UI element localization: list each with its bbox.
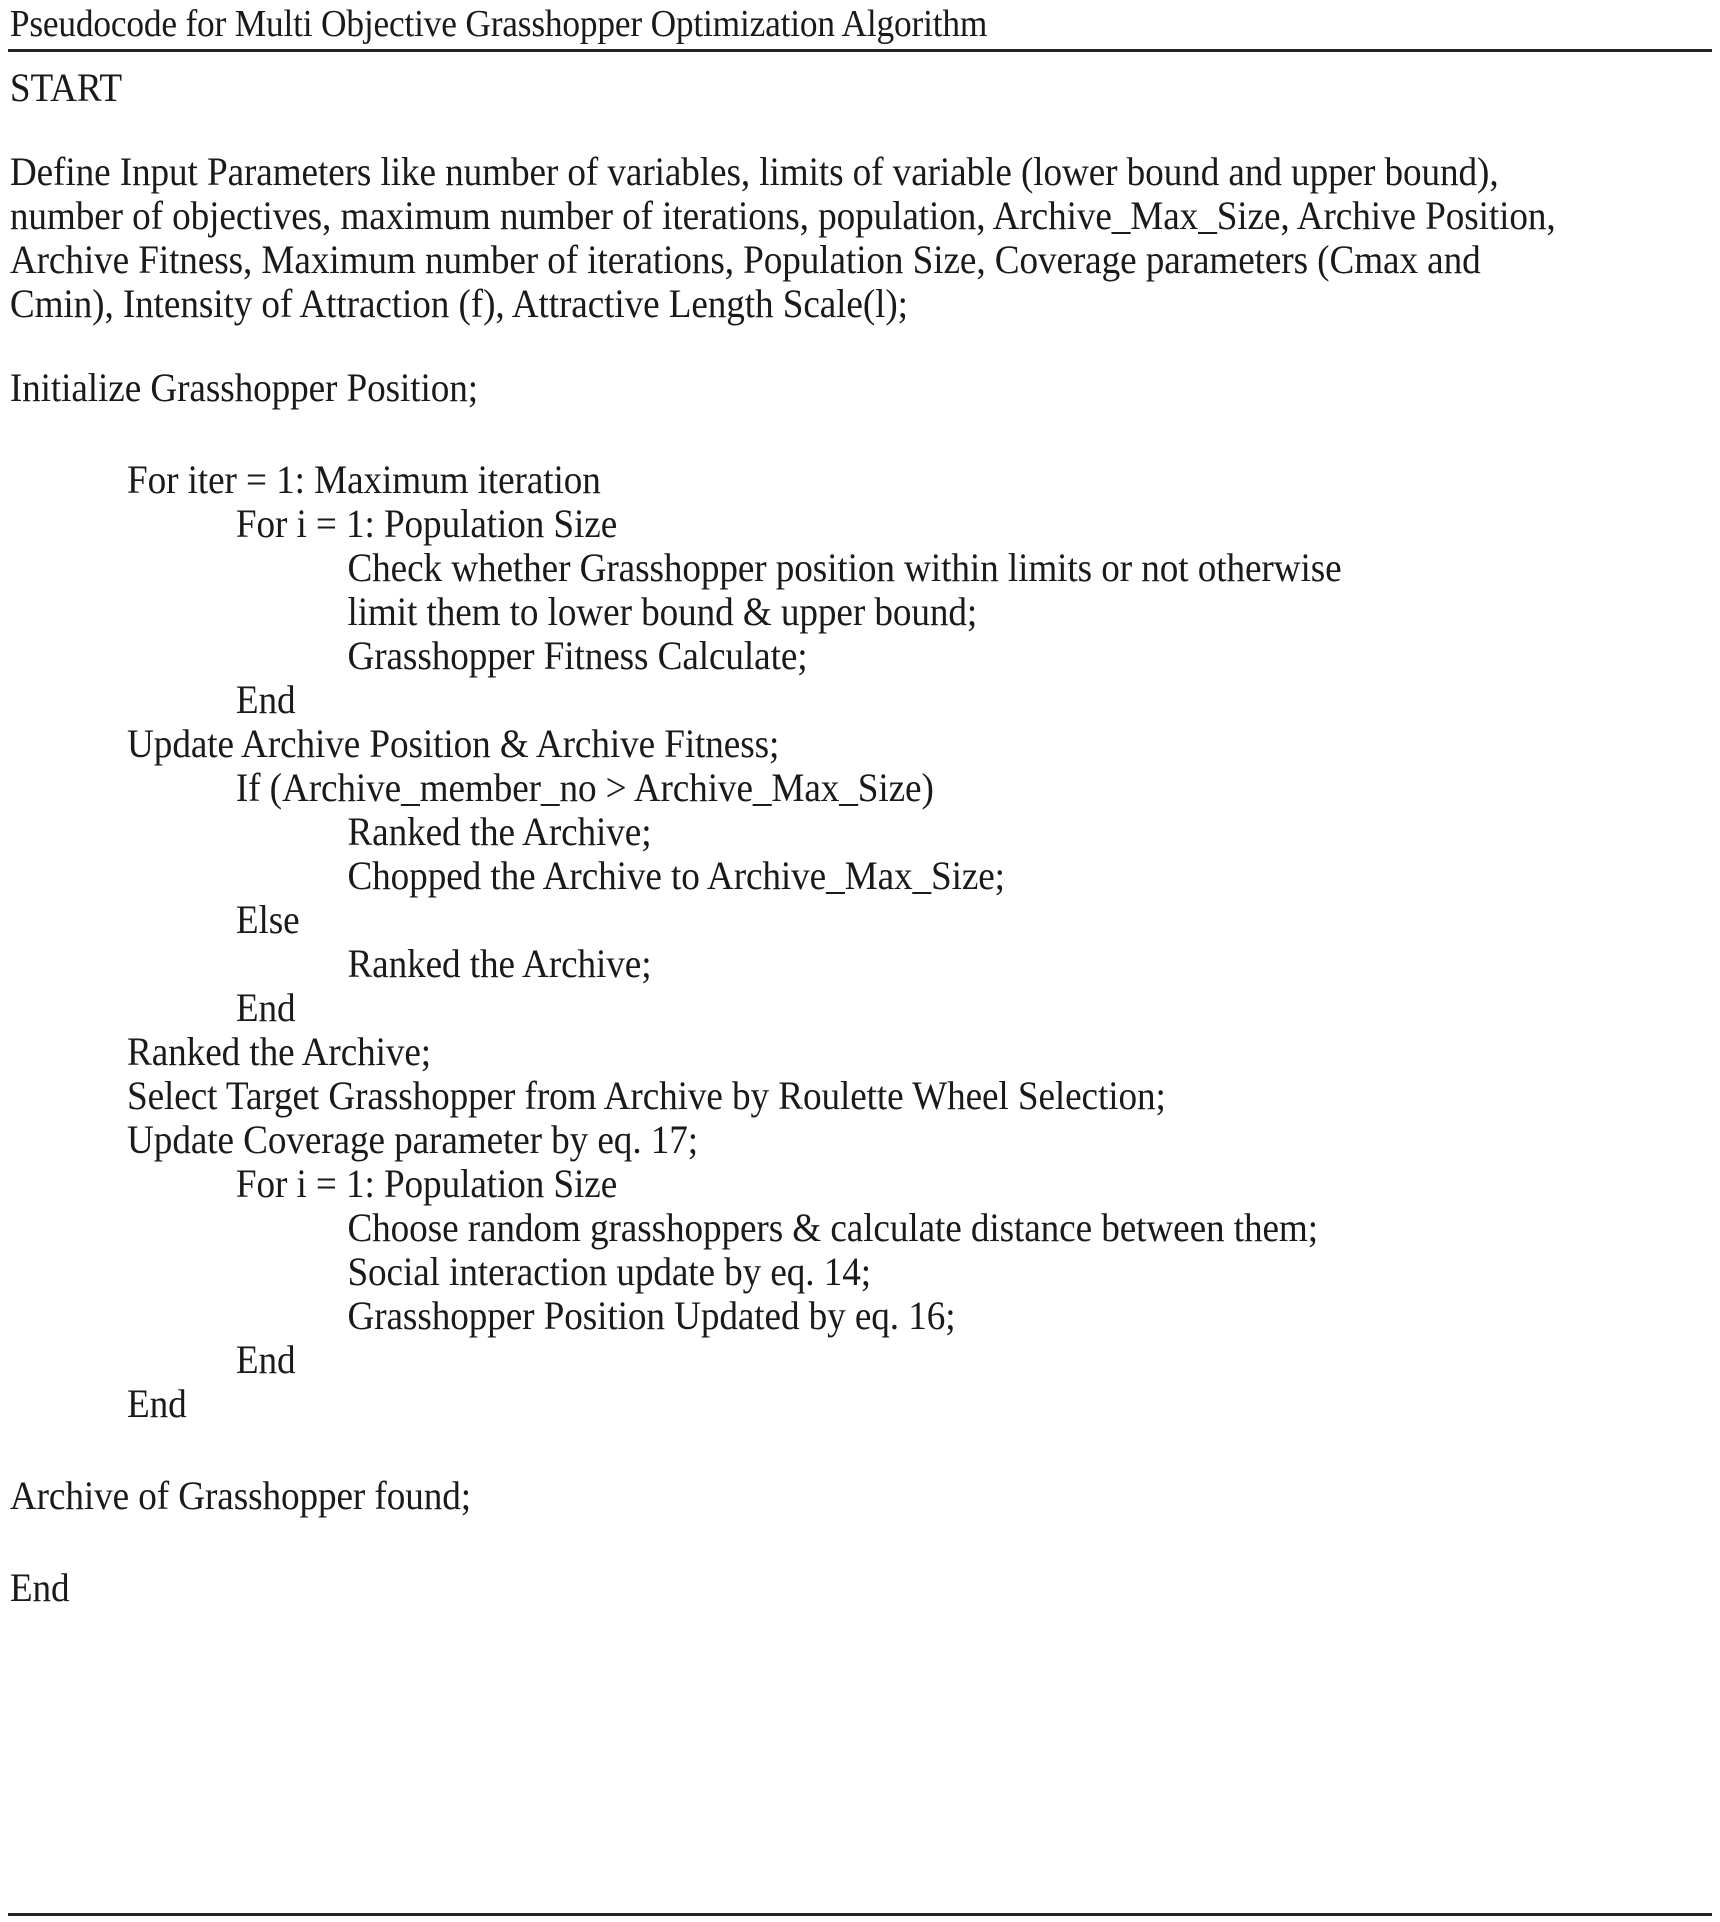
spacer <box>8 326 1712 366</box>
pseudocode-line: Grasshopper Position Updated by eq. 16; <box>347 1293 956 1338</box>
pseudocode-line: Ranked the Archive; <box>127 1029 432 1074</box>
define-input-parameters-paragraph: Define Input Parameters like number of variables, limits of variable (lower bound and upper bound), number of objectives, maximum number of iterations, population, Archive_Max_Size, Archive Position, Archive Fitness, Maximum number of iterations, Population Size, Coverage parameters (Cmax and Cmin), Intensity of Attraction (f), Attractive Length Scale(l); <box>9 149 1556 326</box>
pseudocode-line: Update Archive Position & Archive Fitness; <box>127 721 780 766</box>
pseudocode-line: Ranked the Archive; <box>347 809 652 854</box>
pseudocode-line: End <box>235 677 296 722</box>
spacer <box>8 110 1712 150</box>
spacer <box>8 1426 1712 1474</box>
pseudocode-line: For iter = 1: Maximum iteration <box>127 457 601 502</box>
pseudocode-line: Social interaction update by eq. 14; <box>347 1249 871 1294</box>
archive-of-grasshopper-found-line: Archive of Grasshopper found; <box>9 1473 472 1518</box>
spacer <box>8 1518 1712 1566</box>
footer-divider-rule <box>8 1913 1712 1916</box>
pseudocode-line: Update Coverage parameter by eq. 17; <box>127 1117 698 1162</box>
initialize-grasshopper-position-line: Initialize Grasshopper Position; <box>9 365 479 410</box>
pseudocode-line: If (Archive_member_no > Archive_Max_Size) <box>235 765 934 810</box>
start-keyword: START <box>9 65 122 110</box>
pseudocode-line: Chopped the Archive to Archive_Max_Size; <box>347 853 1005 898</box>
pseudocode-line: For i = 1: Population Size <box>235 1161 618 1206</box>
pseudocode-line: End <box>235 1337 296 1382</box>
pseudocode-line: Select Target Grasshopper from Archive by Roulette Wheel Selection; <box>127 1073 1166 1118</box>
pseudocode-line-list <box>8 458 1712 1426</box>
pseudocode-line: Ranked the Archive; <box>347 941 652 986</box>
pseudocode-line: limit them to lower bound & upper bound; <box>347 589 978 634</box>
pseudocode-line: Check whether Grasshopper position within limits or not otherwise <box>347 545 1342 590</box>
pseudocode-body <box>8 52 1712 1610</box>
pseudocode-line: Else <box>235 897 300 942</box>
pseudocode-line: End <box>235 985 296 1030</box>
pseudocode-line: End <box>127 1381 187 1426</box>
spacer <box>8 410 1712 458</box>
end-keyword: End <box>9 1565 70 1610</box>
pseudocode-line: For i = 1: Population Size <box>235 501 618 546</box>
page-title: Pseudocode for Multi Objective Grasshopper Optimization Algorithm <box>9 3 988 45</box>
pseudocode-line: Grasshopper Fitness Calculate; <box>347 633 808 678</box>
pseudocode-line: Choose random grasshoppers & calculate distance between them; <box>347 1205 1318 1250</box>
